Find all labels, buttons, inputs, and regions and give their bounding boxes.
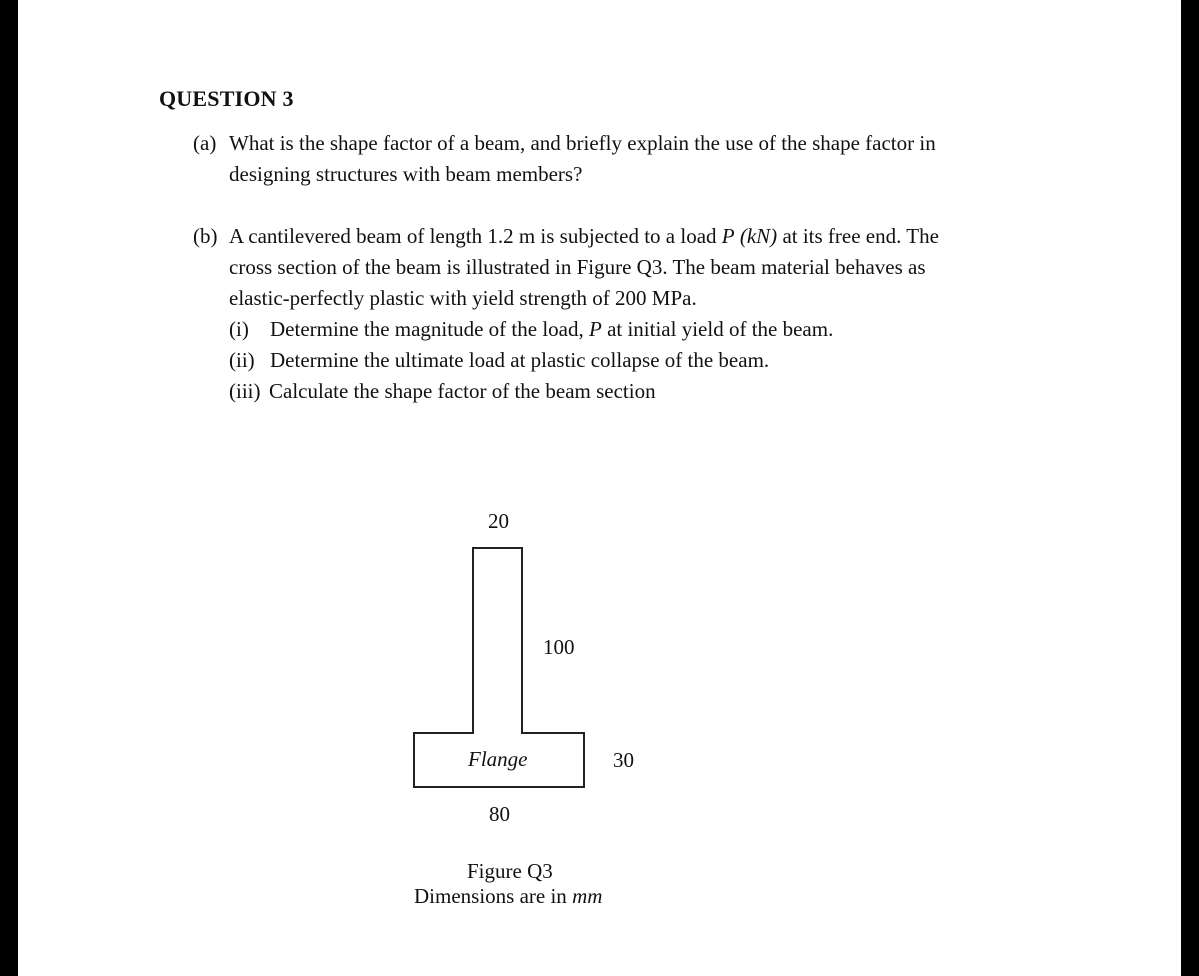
part-b-label: (b): [193, 224, 218, 248]
load-symbol-p: P: [721, 224, 735, 248]
part-b-line-2: cross section of the beam is illustrated in Figure Q3. The beam material behaves as: [229, 255, 926, 279]
sub-i-label: (i): [229, 317, 249, 341]
web-rectangle: [472, 547, 523, 737]
document-page: [18, 0, 1181, 976]
sub-ii-text: Determine the ultimate load at plastic collapse of the beam.: [270, 348, 770, 372]
part-a-line-1: What is the shape factor of a beam, and briefly explain the use of the shape factor in: [229, 131, 936, 155]
sub-iii-text: Calculate the shape factor of the beam section: [269, 379, 656, 403]
web-width-label: 20: [488, 509, 509, 533]
part-a-line-2: designing structures with beam members?: [229, 162, 583, 186]
web-flange-joint: [474, 730, 521, 735]
sub-i-post: at initial yield of the beam.: [601, 317, 834, 341]
load-unit: (kN): [739, 224, 778, 248]
flange-label: Flange: [468, 747, 528, 771]
figure-caption: Figure Q3: [467, 859, 553, 883]
sub-iii-label: (iii): [229, 379, 261, 403]
part-b-line-1-post: at its free end. The: [777, 224, 939, 248]
figure-units-pre: Dimensions are in: [414, 884, 573, 908]
web-height-label: 100: [543, 635, 575, 659]
part-a-label: (a): [193, 131, 217, 155]
flange-width-label: 80: [489, 802, 510, 826]
part-b-line-3: elastic-perfectly plastic with yield strength of 200 MPa.: [229, 286, 697, 310]
sub-i-load-symbol: P: [588, 317, 602, 341]
figure-units-mm: mm: [572, 884, 603, 908]
sub-i-text: [270, 314, 833, 345]
part-b-line-1-pre: A cantilevered beam of length 1.2 m is subjected to a load: [229, 224, 722, 248]
sub-i-pre: Determine the magnitude of the load,: [270, 317, 589, 341]
part-b-line-1: [229, 221, 939, 252]
question-title: QUESTION 3: [159, 86, 294, 111]
sub-ii-label: (ii): [229, 348, 255, 372]
figure-units: [414, 884, 602, 909]
flange-height-label: 30: [613, 748, 634, 772]
